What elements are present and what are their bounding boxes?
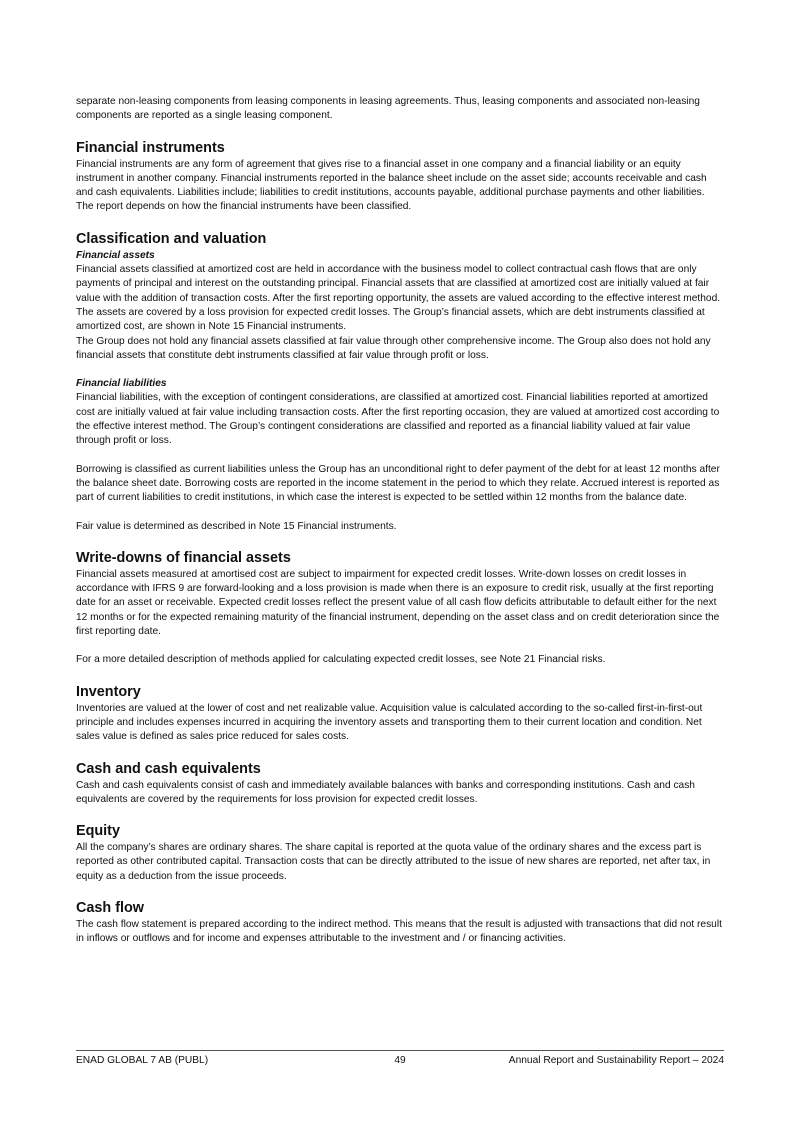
cash-flow-heading: Cash flow xyxy=(76,899,144,916)
cash-paragraph: Cash and cash equivalents consist of cash and immediately available balances with banks and corresponding institutions. Cash and cash equivalents are covered by the requirements for loss provision for expected credit losses. xyxy=(76,779,695,805)
inventory-paragraph: Inventories are valued at the lower of cost and net realizable value. Acquisition value is calculated according to the so-called first-in-first-out principle and includes expenses incurred in acquiring the inventory assets and transporting them to their current location and condition. Net sales value is defined as sales price reduced for sales costs. xyxy=(76,702,703,743)
financial-assets-paragraph-1: Financial assets classified at amortized cost are held in accordance with the business model to collect contractual cash flows that are only payments of principal and interest on the outstanding principal. Financial assets that are classified at amortized cost are initially valued at fair value with the addition of transaction costs. After the first reporting opportunity, the assets are valued according to the effective interest method. The assets are covered by a loss provision for expected credit losses. The Group’s financial assets, which are debt instruments classified at amortized cost, are shown in Note 15 Financial instruments. xyxy=(76,264,721,333)
financial-liabilities-subheading: Financial liabilities xyxy=(76,378,167,390)
footer-page-number: 49 xyxy=(394,1055,406,1066)
borrowing-paragraph: Borrowing is classified as current liabilities unless the Group has an unconditional right to defer payment of the debt for at least 12 months after the balance sheet date. Borrowing costs are reported in the income statement in the period to which they relate. Accrued interest is reported as part of current liabilities to credit institutions, in which case the interest is expected to be settled within 12 months from the balance date. xyxy=(76,463,720,504)
write-downs-heading: Write-downs of financial assets xyxy=(76,549,291,566)
financial-assets-subheading: Financial assets xyxy=(76,249,155,261)
cash-flow-paragraph: The cash flow statement is prepared according to the indirect method. This means that the result is adjusted with transactions that did not result in inflows or outflows and for income and expenses attributable to the investment and / or financing activities. xyxy=(76,918,722,945)
document-body xyxy=(76,95,724,947)
financial-instruments-heading: Financial instruments xyxy=(76,139,225,156)
financial-liabilities-paragraph-1: Financial liabilities, with the exception of contingent considerations, are classified at amortized cost. Financial liabilities reported at amortized cost are initially valued at fair value including transaction costs. After the first reporting occasion, they are valued at amortized cost according to the effective interest method. The Group’s contingent considerations are classified and reported as a financial liability valued at fair value through profit or loss. xyxy=(76,392,720,447)
classification-heading: Classification and valuation xyxy=(76,230,267,247)
financial-instruments-paragraph: Financial instruments are any form of agreement that gives rise to a financial asset in one company and a financial liability or an equity instrument in another company. Financial instruments reported in the balance sheet include on the asset side; accounts receivable and cash and cash equivalents. Liabilities include; liabilities to credit institutions, accounts payable, additional purchase payments and other liabilities. The report depends on how the financial instruments have been classified. xyxy=(76,158,707,213)
write-downs-paragraph-1: Financial assets measured at amortised cost are subject to impairment for expected credit losses. Write-down losses on credit losses in accordance with IFRS 9 are forward-looking and a loss provision is made when there is an exposure to credit risk, usually at the first reporting date for an asset or receivable. Expected credit losses reflect the present value of all cash flow deficits attributable to default either for the next 12 months or for the expected remaining maturity of the financial instrument, depending on the asset class and on credit deterioration since the first reporting date. xyxy=(76,568,720,638)
write-downs-paragraph-2: For a more detailed description of methods applied for calculating expected credit losses, see Note 21 Financial risks. xyxy=(76,654,606,666)
equity-paragraph: All the company’s shares are ordinary shares. The share capital is reported at the quota value of the ordinary shares and the excess part is reported as other contributed capital. Transaction costs that can be directly attributed to the issue of new shares are reported, net after tax, in equity as a deduction from the issue proceeds. xyxy=(76,842,711,882)
financial-assets-paragraph-2: The Group does not hold any financial assets classified at fair value through other comprehensive income. The Group also does not hold any financial assets that constitute debt instruments classified at fair value through profit or loss. xyxy=(76,335,711,361)
inventory-heading: Inventory xyxy=(76,683,141,700)
equity-heading: Equity xyxy=(76,823,120,840)
footer-company: ENAD GLOBAL 7 AB (PUBL) xyxy=(76,1055,209,1066)
cash-heading: Cash and cash equivalents xyxy=(76,760,261,777)
footer-report-title: Annual Report and Sustainability Report – 2024 xyxy=(508,1055,724,1066)
fair-value-paragraph: Fair value is determined as described in Note 15 Financial instruments. xyxy=(76,520,397,532)
intro-paragraph: separate non-leasing components from leasing components in leasing agreements. Thus, leasing components and associated non-leasing components are reported as a single leasing component. xyxy=(76,96,700,122)
page-footer xyxy=(76,1050,724,1066)
